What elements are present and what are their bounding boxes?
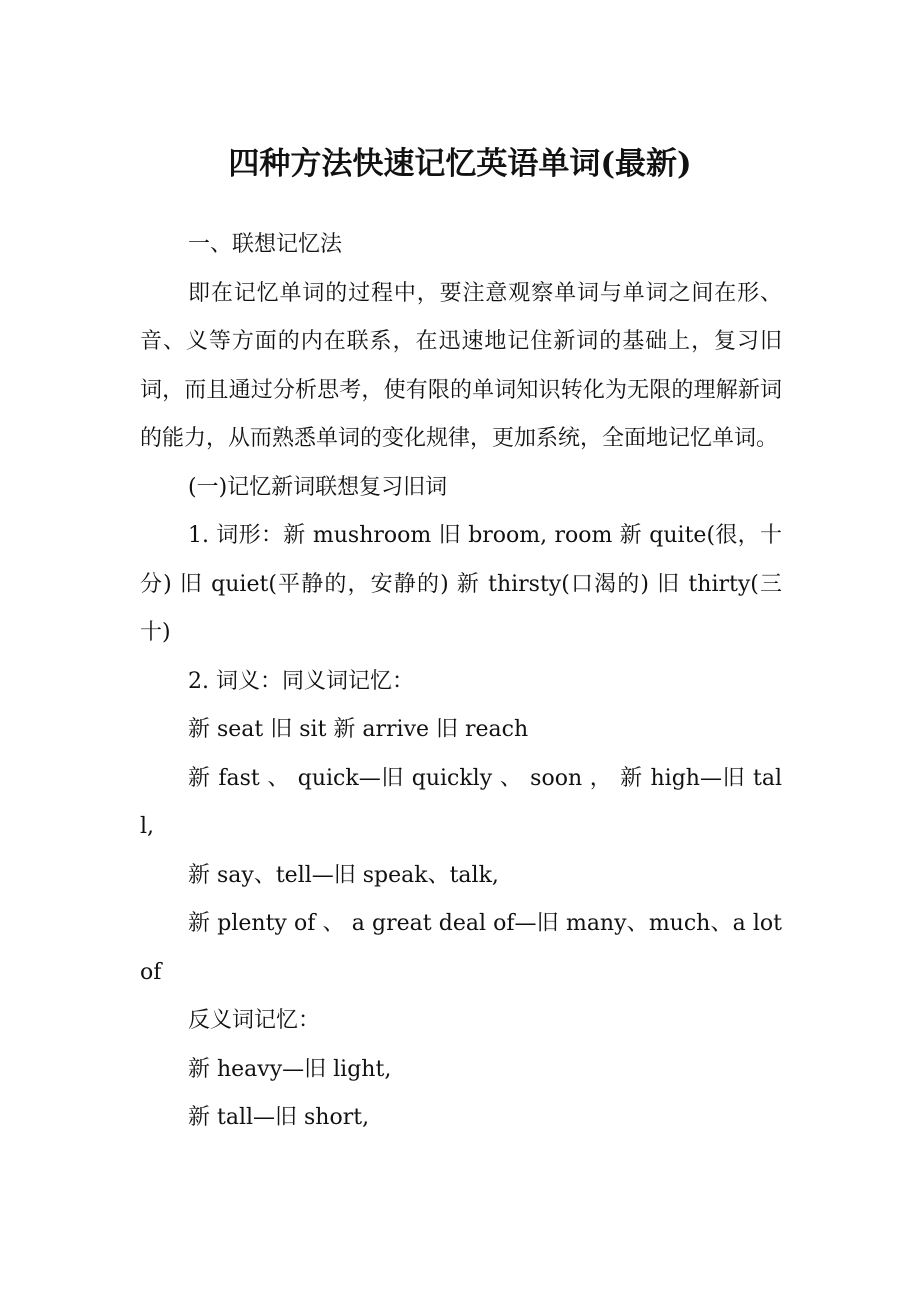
body-paragraph: 2. 词义：同义词记忆： [188,668,414,694]
body-paragraph: 反义词记忆： [188,1008,321,1033]
body-paragraph: 新 seat 旧 sit 新 arrive 旧 reach [188,717,529,742]
body-paragraph: 即在记忆单词的过程中，要注意观察单词与单词之间在形、音、义等方面的内在联系，在迅速地记住新词的基础上，复习旧词，而且通过分析思考，使有限的单词知识转化为无限的理解新词的能力，从而熟悉单词的变化规律，更加系统，全面地记忆单词。 [140,280,782,451]
body-paragraph: 新 tall—旧 short, [188,1105,370,1130]
document-title: 四种方法快速记忆英语单词(最新) [228,146,692,182]
section-heading: 一、联想记忆法 [188,232,343,257]
document-body [140,221,782,1143]
body-paragraph: 新 plenty of 、 a great deal of—旧 many、much、a lot of [140,911,782,985]
subsection-heading: (一)记忆新词联想复习旧词 [188,474,448,500]
body-paragraph: 1. 词形：新 mushroom 旧 broom, room 新 quite(很，十分) 旧 quiet(平静的，安静的) 新 thirsty(口渴的) 旧 thirty(三十) [140,523,782,645]
body-paragraph: 新 fast 、 quick—旧 quickly 、 soon ， 新 high—旧 tall, [140,765,782,839]
body-paragraph: 新 say、tell—旧 speak、talk, [188,862,499,888]
body-paragraph: 新 heavy—旧 light, [188,1056,392,1082]
